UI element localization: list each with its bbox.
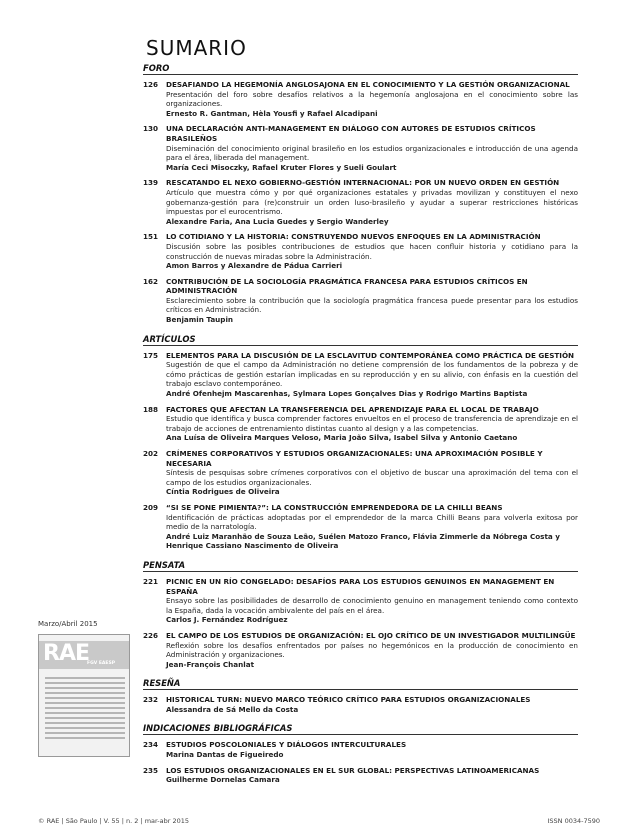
- entry-page-number: 126: [143, 80, 159, 89]
- entry-body: [166, 178, 578, 226]
- entry-title[interactable]: LO COTIDIANO Y LA HISTORIA: CONSTRUYENDO NUEVOS ENFOQUES EN LA ADMINISTRACIÓN: [166, 232, 541, 242]
- entry-page-number: 139: [143, 178, 159, 188]
- entry-description: Ensayo sobre las posibilidades de desarrollo de conocimiento genuino en management teniendo como contexto la España, dada la vocación ambivalente del país en el área.: [166, 596, 578, 615]
- entry-body: [166, 351, 578, 399]
- entry-description: Estudio que identifica y busca comprender factores envueltos en el proceso de transferencia de aprendizaje en el trabajo de acciones de entrenamiento distintas cuanto al design y a las competencias.: [166, 414, 578, 433]
- entry-title[interactable]: ESTUDIOS POSCOLONIALES Y DIÁLOGOS INTERCULTURALES: [166, 740, 407, 750]
- entry-authors: Alessandra de Sá Mello da Costa: [166, 704, 299, 714]
- toc-entry[interactable]: [143, 178, 578, 226]
- entry-body: [166, 740, 578, 759]
- entry-page-number: 130: [143, 124, 159, 134]
- entry-page-number: 234: [143, 740, 159, 750]
- cover-subtitle: FGV EAESP: [87, 661, 115, 666]
- entry-body: [166, 577, 578, 625]
- toc-entry[interactable]: [143, 232, 578, 270]
- toc-entry[interactable]: [143, 631, 578, 669]
- toc-entry[interactable]: [143, 766, 578, 785]
- journal-cover-image: [38, 634, 130, 757]
- entry-page-number: 221: [143, 576, 159, 586]
- entry-authors: Amon Barros y Alexandre de Pádua Carrieri: [166, 261, 343, 271]
- entry-page-number: 209: [143, 502, 159, 512]
- entry-description: Diseminación del conocimiento original brasileño en los estudios organizacionales e introducción de una agenda para el área, liberada del management.: [166, 143, 578, 163]
- toc-entry[interactable]: [143, 405, 578, 443]
- toc-entry[interactable]: [143, 124, 578, 172]
- entry-authors: Marina Dantas de Figueiredo: [166, 750, 284, 760]
- entry-description: Artículo que muestra cómo y por qué organizaciones estatales y privadas movilizan y constituyen el nexo gobernanza-gestión para (re)construir un orden luso-brasileño y ayudar a superar restricciones históricas impuestas por el eurocentrismo.: [166, 187, 578, 217]
- entry-title[interactable]: PICNIC EN UN RÍO CONGELADO: DESAFÍOS PARA LOS ESTUDIOS GENUINOS EN MANAGEMENT EN ESPAÑA: [166, 576, 555, 596]
- section-heading: ARTÍCULOS: [143, 334, 578, 346]
- entry-authors: Ana Luísa de Oliveira Marques Veloso, Maria João Silva, Isabel Silva y Antonio Caetano: [166, 433, 518, 443]
- entry-title[interactable]: CRÍMENES CORPORATIVOS Y ESTUDIOS ORGANIZACIONALES: UNA APROXIMACIÓN POSIBLE Y NECESARIA: [166, 449, 543, 468]
- entry-description: Esclarecimiento sobre la contribución que la sociología pragmática francesa puede presentar para los estudios críticos en Administración.: [166, 295, 578, 315]
- entry-page-number: 202: [143, 449, 159, 458]
- toc-entry[interactable]: [143, 503, 578, 551]
- entry-page-number: 226: [143, 630, 159, 640]
- entry-body: [166, 766, 578, 785]
- toc-section: [143, 63, 578, 325]
- entry-title[interactable]: ELEMENTOS PARA LA DISCUSIÓN DE LA ESCLAVITUD CONTEMPORÁNEA COMO PRÁCTICA DE GESTIÓN: [166, 350, 575, 360]
- cover-text-lines: [45, 677, 125, 742]
- footer-issn: ISSN 0034-7590: [547, 817, 600, 825]
- entry-description: Síntesis de pesquisas sobre crímenes corporativos con el objetivo de buscar una aproximación del tema con el campo de los estudios organizacionales.: [166, 468, 578, 487]
- toc-entry[interactable]: [143, 740, 578, 759]
- entry-body: [166, 503, 578, 551]
- entry-authors: Cíntia Rodrigues de Oliveira: [166, 487, 280, 497]
- entry-body: [166, 631, 578, 669]
- entry-body: [166, 695, 578, 714]
- entry-authors: André Luiz Maranhão de Souza Leão, Suélen Matozo Franco, Flávia Zimmerle da Nóbrega Costa y Henrique Cassiano Nascimento de Oliveira: [166, 531, 560, 551]
- entry-body: [166, 232, 578, 270]
- toc-section: [143, 678, 578, 714]
- toc-entry[interactable]: [143, 449, 578, 497]
- entry-title[interactable]: HISTORICAL TURN: NUEVO MARCO TEÓRICO CRÍTICO PARA ESTUDIOS ORGANIZACIONALES: [166, 695, 531, 705]
- entry-title[interactable]: CONTRIBUCIÓN DE LA SOCIOLOGÍA PRAGMÁTICA FRANCESA PARA ESTUDIOS CRÍTICOS EN ADMINISTRACIÓN: [166, 276, 528, 296]
- entry-description: Sugestión de que el campo da Administración no detiene comprensión de los fundamentos de la pobreza y de cómo prácticas de gestión estarían implicadas en su reproducción y en su alivio, con énfasis en la cuestión del trabajo esclavo contemporáneo.: [166, 360, 578, 389]
- entry-description: Reflexión sobre los desafíos enfrentados por países no hegemónicos en la producción de conocimiento en Administración y organizaciones.: [166, 640, 578, 660]
- entry-page-number: 188: [143, 404, 159, 414]
- section-heading: PENSATA: [143, 560, 578, 572]
- entry-authors: André Ofenhejm Mascarenhas, Sylmara Lopes Gonçalves Dias y Rodrigo Martins Baptista: [166, 389, 528, 399]
- entry-body: [166, 277, 578, 325]
- entry-body: [166, 80, 578, 118]
- entry-page-number: 162: [143, 276, 159, 286]
- entry-description: Discusión sobre las posibles contribuciones de estudios que hacen confluir historia y cotidiano para la construcción de nuevas miradas sobre la Administración.: [166, 241, 578, 261]
- entry-page-number: 235: [143, 765, 159, 775]
- entry-page-number: 232: [143, 695, 159, 705]
- toc-section: [143, 723, 578, 784]
- section-heading: INDICACIONES BIBLIOGRÁFICAS: [143, 723, 578, 735]
- footer-citation: © RAE | São Paulo | V. 55 | n. 2 | mar-abr 2015: [38, 817, 190, 825]
- entry-title[interactable]: LOS ESTUDIOS ORGANIZACIONALES EN EL SUR GLOBAL: PERSPECTIVAS LATINOAMERICANAS: [166, 765, 540, 775]
- cover-caption: Marzo/Abril 2015: [38, 620, 98, 628]
- entry-authors: Ernesto R. Gantman, Hèla Yousfi y Rafael Alcadipani: [166, 108, 378, 118]
- entry-authors: Carlos J. Fernández Rodríguez: [166, 615, 288, 625]
- entry-title[interactable]: “SI SE PONE PIMIENTA?”: LA CONSTRUCCIÓN EMPRENDEDORA DE LA CHILLI BEANS: [166, 502, 503, 512]
- entry-title[interactable]: DESAFIANDO LA HEGEMONÍA ANGLOSAJONA EN EL CONOCIMIENTO Y LA GESTIÓN ORGANIZACIONAL: [166, 80, 570, 89]
- entry-body: [166, 405, 578, 443]
- toc-entry[interactable]: [143, 351, 578, 399]
- entry-authors: Alexandre Faria, Ana Lucia Guedes y Sergio Wanderley: [166, 216, 389, 226]
- toc-entry[interactable]: [143, 695, 578, 714]
- section-heading: RESEÑA: [143, 678, 578, 690]
- entry-page-number: 175: [143, 350, 159, 360]
- entry-title[interactable]: UNA DECLARACIÓN ANTI-MANAGEMENT EN DIÁLOGO CON AUTORES DE ESTUDIOS CRÍTICOS BRASILEÑOS: [166, 124, 536, 143]
- entry-description: Presentación del foro sobre desafíos relativos a la hegemonía anglosajona en el conocimiento sobre las organizaciones.: [166, 89, 578, 109]
- toc-entry[interactable]: [143, 577, 578, 625]
- table-of-contents: [143, 63, 578, 794]
- entry-title[interactable]: RESCATANDO EL NEXO GOBIERNO-GESTIÓN INTERNACIONAL: POR UN NUEVO ORDEN EN GESTIÓN: [166, 178, 560, 188]
- entry-body: [166, 449, 578, 497]
- toc-section: [143, 334, 578, 551]
- page-title: SUMARIO: [146, 36, 247, 60]
- entry-title[interactable]: FACTORES QUE AFECTAN LA TRANSFERENCIA DEL APRENDIZAJE PARA EL LOCAL DE TRABAJO: [166, 404, 539, 414]
- entry-body: [166, 124, 578, 172]
- toc-section: [143, 560, 578, 669]
- entry-page-number: 151: [143, 232, 159, 242]
- entry-authors: Jean-François Chanlat: [166, 659, 255, 669]
- entry-authors: María Ceci Misoczky, Rafael Kruter Flores y Sueli Goulart: [166, 162, 397, 172]
- entry-description: Identificación de prácticas adoptadas por el emprendedor de la marca Chilli Beans para volverla exitosa por medio de la narratología.: [166, 512, 578, 532]
- entry-authors: Benjamin Taupin: [166, 315, 234, 325]
- entry-title[interactable]: EL CAMPO DE LOS ESTUDIOS DE ORGANIZACIÓN: EL OJO CRÍTICO DE UN INVESTIGADOR MULTILINGÜE: [166, 630, 576, 640]
- toc-entry[interactable]: [143, 80, 578, 118]
- entry-authors: Guilherme Dornelas Camara: [166, 775, 280, 785]
- cover-logo: RAE: [43, 641, 89, 666]
- toc-entry[interactable]: [143, 277, 578, 325]
- section-heading: FORO: [143, 63, 578, 75]
